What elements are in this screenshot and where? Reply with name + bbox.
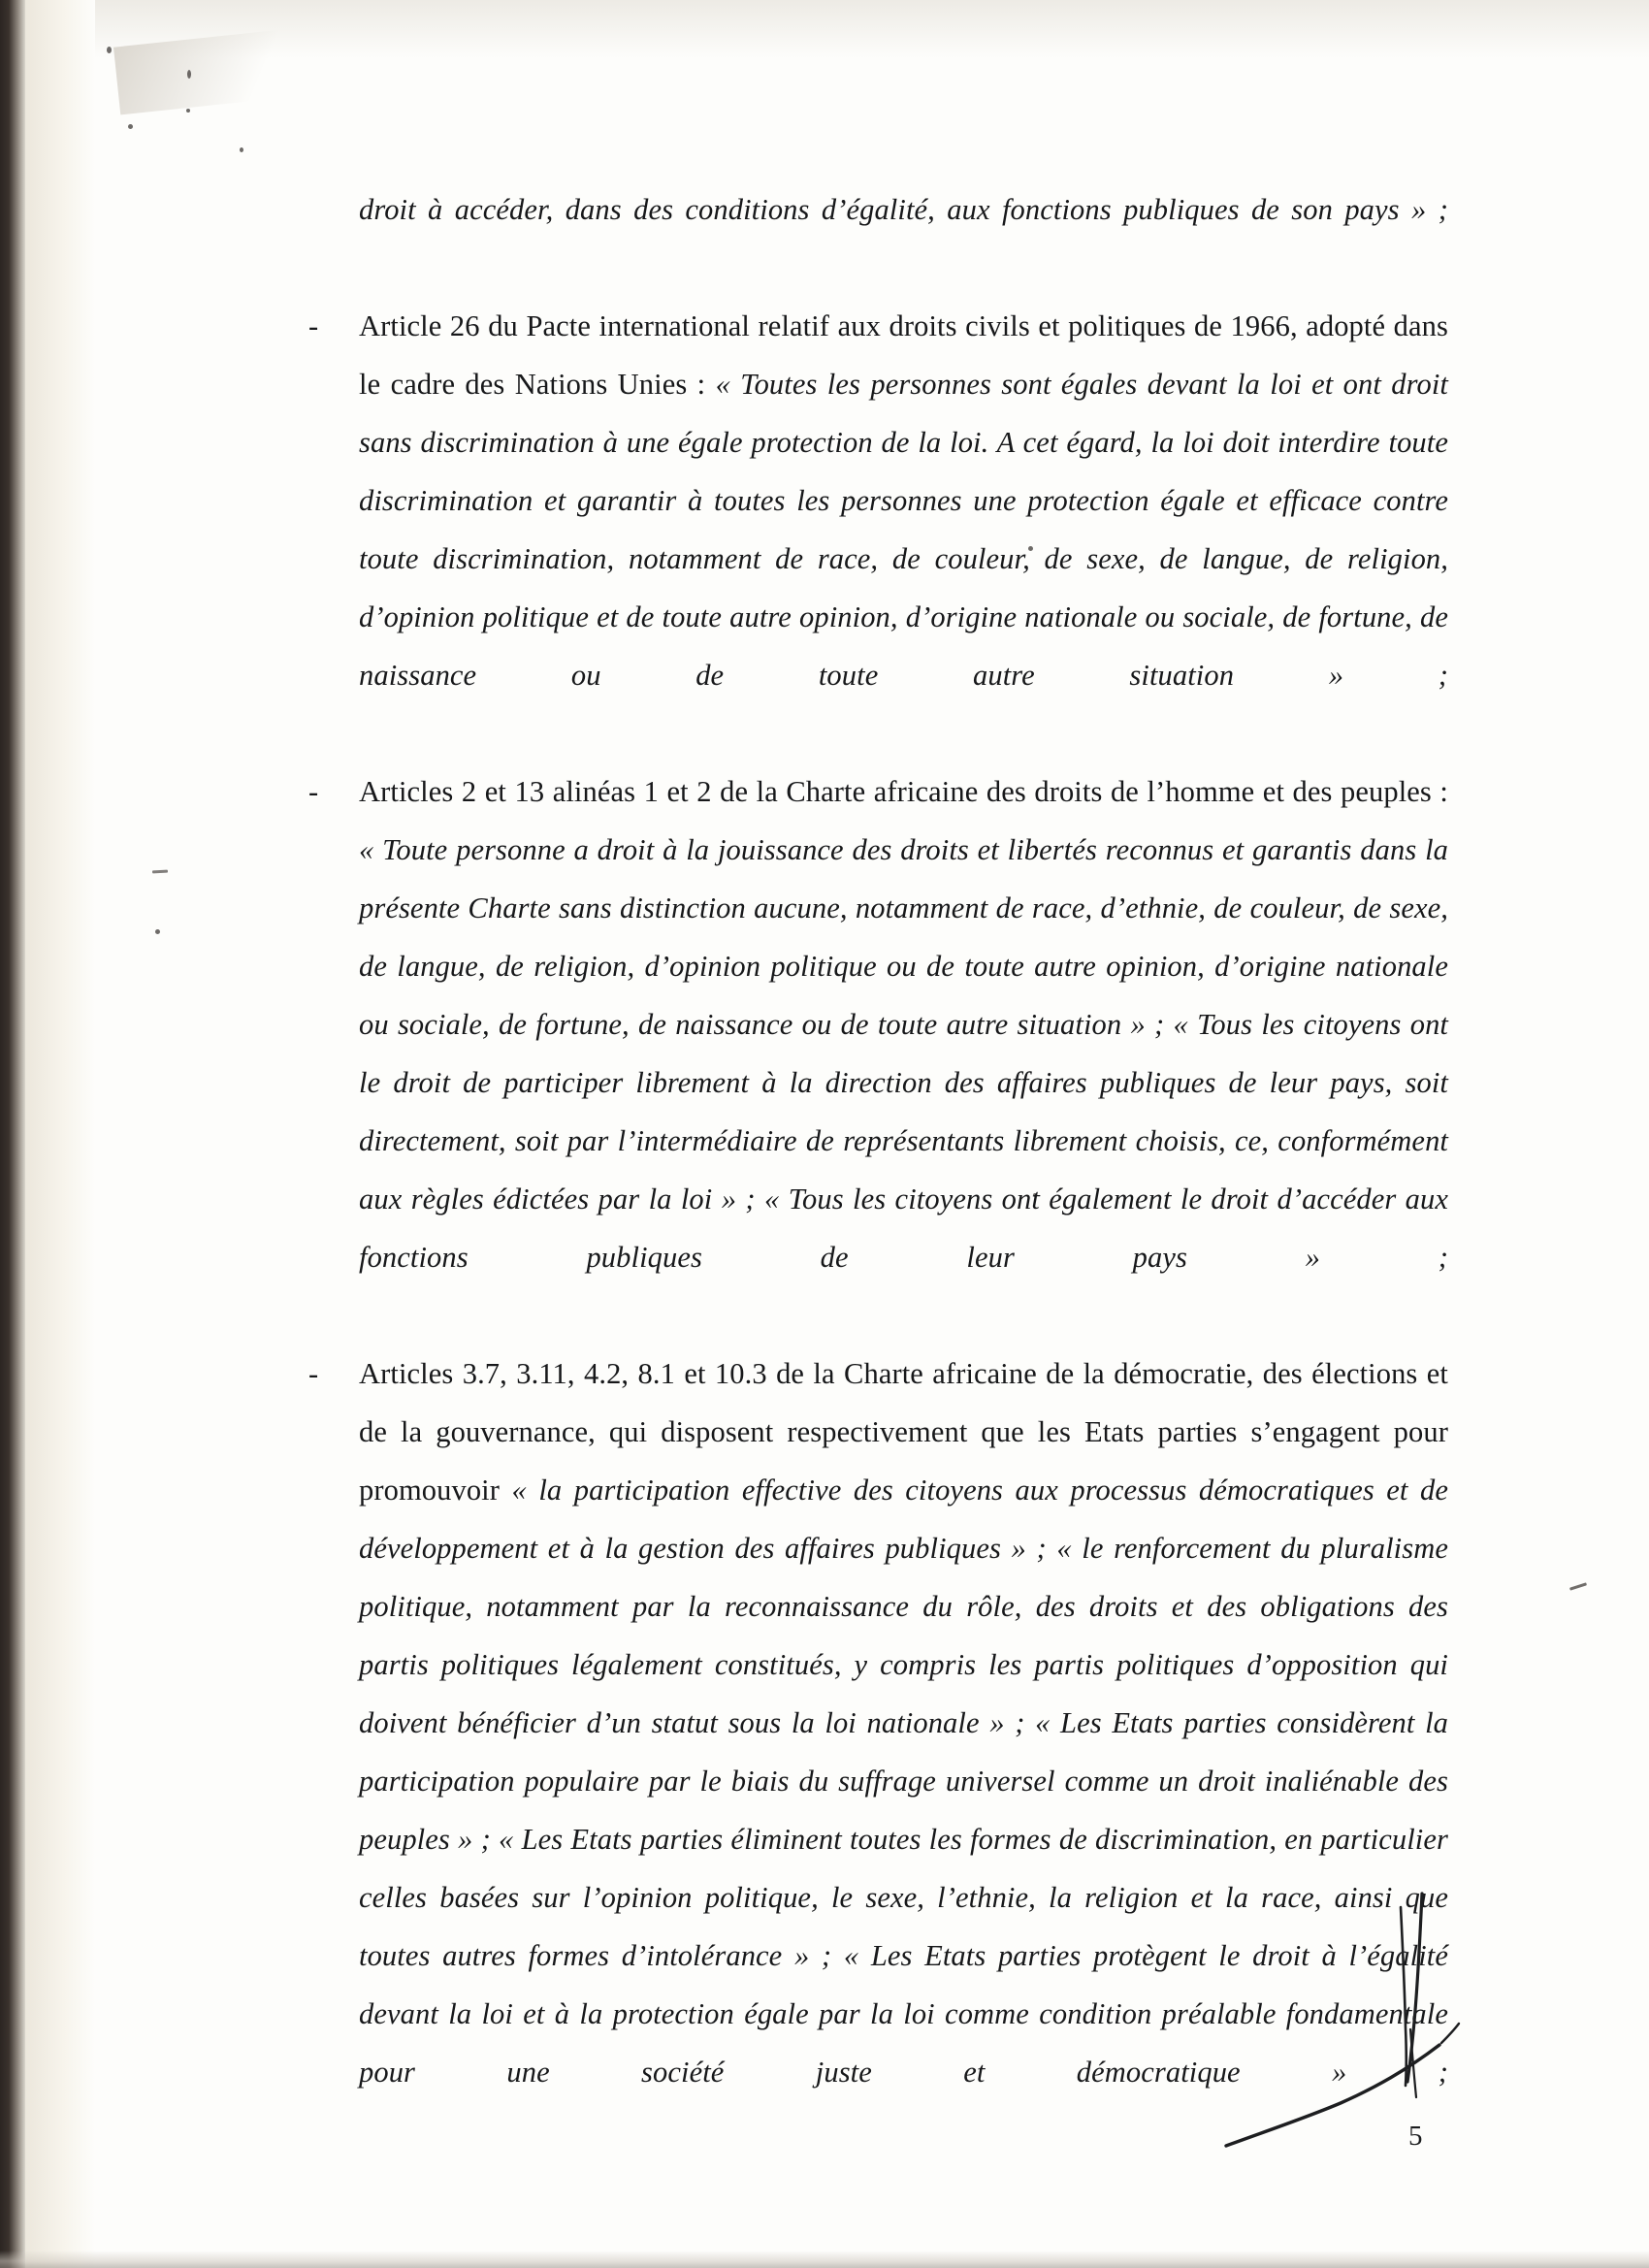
scanner-edge-shadow: [0, 0, 25, 2268]
bullet-dash-icon: -: [308, 775, 319, 808]
paragraph-article-26: [308, 297, 1448, 762]
dust-speck: [186, 109, 190, 113]
paragraph-run-italic: « Toutes les personnes sont égales devant la loi et ont droit sans discrimination à une égale protection de la loi. A cet égard, la loi doit interdire toute discrimination et garantir à toutes les personnes une protection égale et efficace contre toute discrimination, notamment de race, de couleur, de sexe, de langue, de religion, d’opinion politique et de toute autre opinion, d’origine nationale ou sociale, de fortune, de naissance ou de toute autre situation » ;: [359, 368, 1448, 692]
paragraph-run-italic: « Toute personne a droit à la jouissance des droits et libertés reconnus et garantis dans la présente Charte sans distinction aucune, notamment de race, d’ethnie, de couleur, de sexe, de langue, de religion, d’opinion politique ou de toute autre opinion, d’origine nationale ou sociale, de fortune, de naissance ou de toute autre situation » ; « Tous les citoyens ont le droit de participer librement à la direction des affaires publiques de leur pays, soit directement, soit par l’intermédiaire de représentants librement choisis, ce, conformément aux règles édictées par la loi » ; « Tous les citoyens ont également le droit d’accéder aux fonctions publiques de leur pays » ;: [359, 833, 1448, 1274]
page-number: 5: [1408, 2121, 1423, 2152]
bullet-dash-icon: -: [308, 309, 319, 342]
dust-speck: [107, 47, 112, 53]
pen-mark: [152, 870, 168, 874]
dust-speck: [240, 147, 243, 152]
dust-speck: [128, 124, 133, 129]
document-text-body: [308, 180, 1448, 2159]
paragraph-run-italic: droit à accéder, dans des conditions d’égalité, aux fonctions publiques de son pays » ;: [359, 193, 1448, 226]
paper-edge-gradient: [25, 0, 95, 2268]
paragraph-continuation: [308, 180, 1448, 297]
dust-speck: [155, 929, 160, 934]
paragraph-run-roman: Articles 2 et 13 alinéas 1 et 2 de la Charte africaine des droits de l’homme et des peuples :: [359, 775, 1448, 808]
paragraph-run-roman: Article 26 du Pacte international relatif aux droits civils et politiques de 1966, adopté dans le cadre des Nations Unies :: [359, 309, 1448, 401]
paragraph-charte-africaine-droits-homme: [308, 762, 1448, 1345]
paragraph-run-roman: Articles 3.7, 3.11, 4.2, 8.1 et 10.3 de la Charte africaine de la démocratie, des élections et de la gouvernance, qui disposent respectivement que les Etats parties s’engagent pour promouvoir: [359, 1357, 1448, 1507]
paragraph-run-italic: « la participation effective des citoyens aux processus démocratiques et de développement et à la gestion des affaires publiques » ; « le renforcement du pluralisme politique, notamment par la reconnaissance du rôle, des droits et des obligations des partis politiques légalement constitués, y compris les partis politiques d’opposition qui doivent bénéficier d’un statut sous la loi nationale » ; « Les Etats parties considèrent la participation populaire par le biais du suffrage universel comme un droit inaliénable des peuples » ; « Les Etats parties éliminent toutes les formes de discrimination, en particulier celles basées sur l’opinion politique, le sexe, l’ethnie, la religion et la race, ainsi que toutes autres formes d’intolérance » ; « Les Etats parties protègent le droit à l’égalité devant la loi et à la protection égale par la loi comme condition préalable fondamentale pour une société juste et démocratique » ;: [359, 1474, 1448, 2089]
dust-speck: [187, 70, 191, 79]
margin-pen-tick: [1569, 1582, 1587, 1590]
paragraph-charte-democratie: [308, 1345, 1448, 2159]
scan-bottom-shadow: [0, 2251, 1649, 2268]
bullet-dash-icon: -: [308, 1357, 319, 1390]
